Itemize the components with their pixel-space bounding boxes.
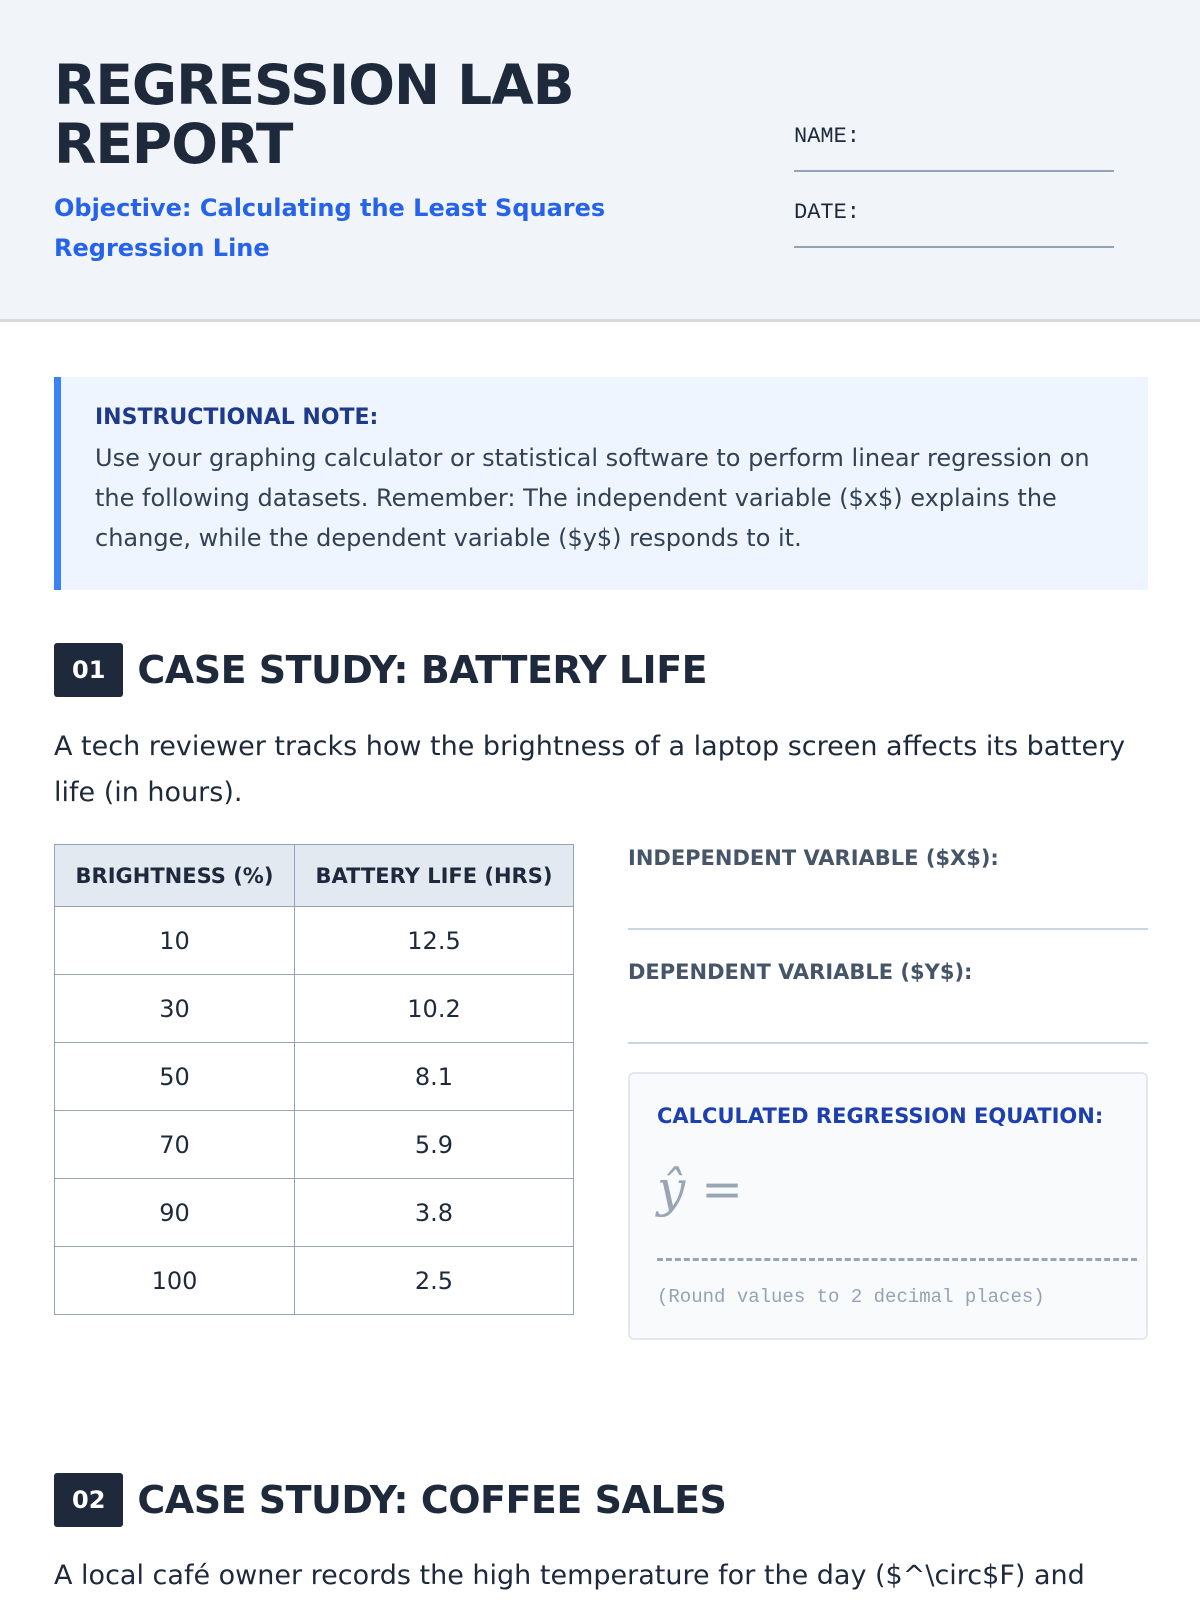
table-cell: 10 bbox=[55, 907, 295, 975]
column-header: BRIGHTNESS (%) bbox=[55, 845, 295, 907]
section-description: A tech reviewer tracks how the brightness of a laptop screen affects its battery life (in hours). bbox=[54, 731, 1126, 808]
battery-data-table bbox=[54, 844, 574, 1315]
regression-equation-box bbox=[628, 1072, 1148, 1340]
section-number-badge: 01 bbox=[54, 643, 123, 697]
table-cell: 5.9 bbox=[295, 1111, 574, 1179]
equation-prefix: ŷ = bbox=[657, 1160, 744, 1218]
date-field[interactable]: DATE: bbox=[794, 200, 1114, 248]
table-row bbox=[55, 1043, 574, 1111]
independent-variable-label: INDEPENDENT VARIABLE ($X$): bbox=[628, 846, 999, 870]
column-header: BATTERY LIFE (HRS) bbox=[295, 845, 574, 907]
table-row bbox=[55, 907, 574, 975]
table-cell: 100 bbox=[55, 1247, 295, 1315]
equation-answer-line[interactable] bbox=[657, 1258, 1137, 1261]
objective-text: Objective: Calculating the Least Squares Regression Line bbox=[54, 194, 606, 262]
section-title: CASE STUDY: BATTERY LIFE bbox=[137, 648, 708, 692]
table-row bbox=[55, 1247, 574, 1315]
dependent-variable-label: DEPENDENT VARIABLE ($Y$): bbox=[628, 960, 973, 984]
page-title: REGRESSION LAB REPORT bbox=[54, 53, 574, 176]
section-number-badge: 02 bbox=[54, 1473, 123, 1527]
rounding-hint: (Round values to 2 decimal places) bbox=[657, 1286, 1045, 1308]
name-field[interactable]: NAME: bbox=[794, 124, 1114, 172]
section-heading-battery bbox=[54, 643, 707, 697]
table-row bbox=[55, 1179, 574, 1247]
table-cell: 50 bbox=[55, 1043, 295, 1111]
note-body: Use your graphing calculator or statistical software to perform linear regression on the following datasets. Remember: The independent variable ($x$) explains the change, while the dependent variable ($y$) responds to it. bbox=[95, 444, 1090, 552]
section-heading-coffee bbox=[54, 1473, 726, 1527]
table-cell: 70 bbox=[55, 1111, 295, 1179]
table-cell: 2.5 bbox=[295, 1247, 574, 1315]
equation-title: CALCULATED REGRESSION EQUATION: bbox=[657, 1104, 1104, 1128]
table-row bbox=[55, 975, 574, 1043]
section-title: CASE STUDY: COFFEE SALES bbox=[137, 1478, 727, 1522]
table-cell: 3.8 bbox=[295, 1179, 574, 1247]
table-cell: 90 bbox=[55, 1179, 295, 1247]
note-title: INSTRUCTIONAL NOTE: bbox=[95, 405, 379, 430]
table-row bbox=[55, 1111, 574, 1179]
table-header-row bbox=[55, 845, 574, 907]
table-cell: 30 bbox=[55, 975, 295, 1043]
report-header bbox=[0, 0, 1200, 322]
table-cell: 12.5 bbox=[295, 907, 574, 975]
section-description: A local café owner records the high temperature for the day ($^\circ$F) and bbox=[54, 1560, 1085, 1591]
instructional-note bbox=[54, 377, 1148, 590]
dependent-variable-answer-line[interactable] bbox=[628, 1042, 1148, 1044]
independent-variable-answer-line[interactable] bbox=[628, 928, 1148, 930]
table-cell: 10.2 bbox=[295, 975, 574, 1043]
table-cell: 8.1 bbox=[295, 1043, 574, 1111]
